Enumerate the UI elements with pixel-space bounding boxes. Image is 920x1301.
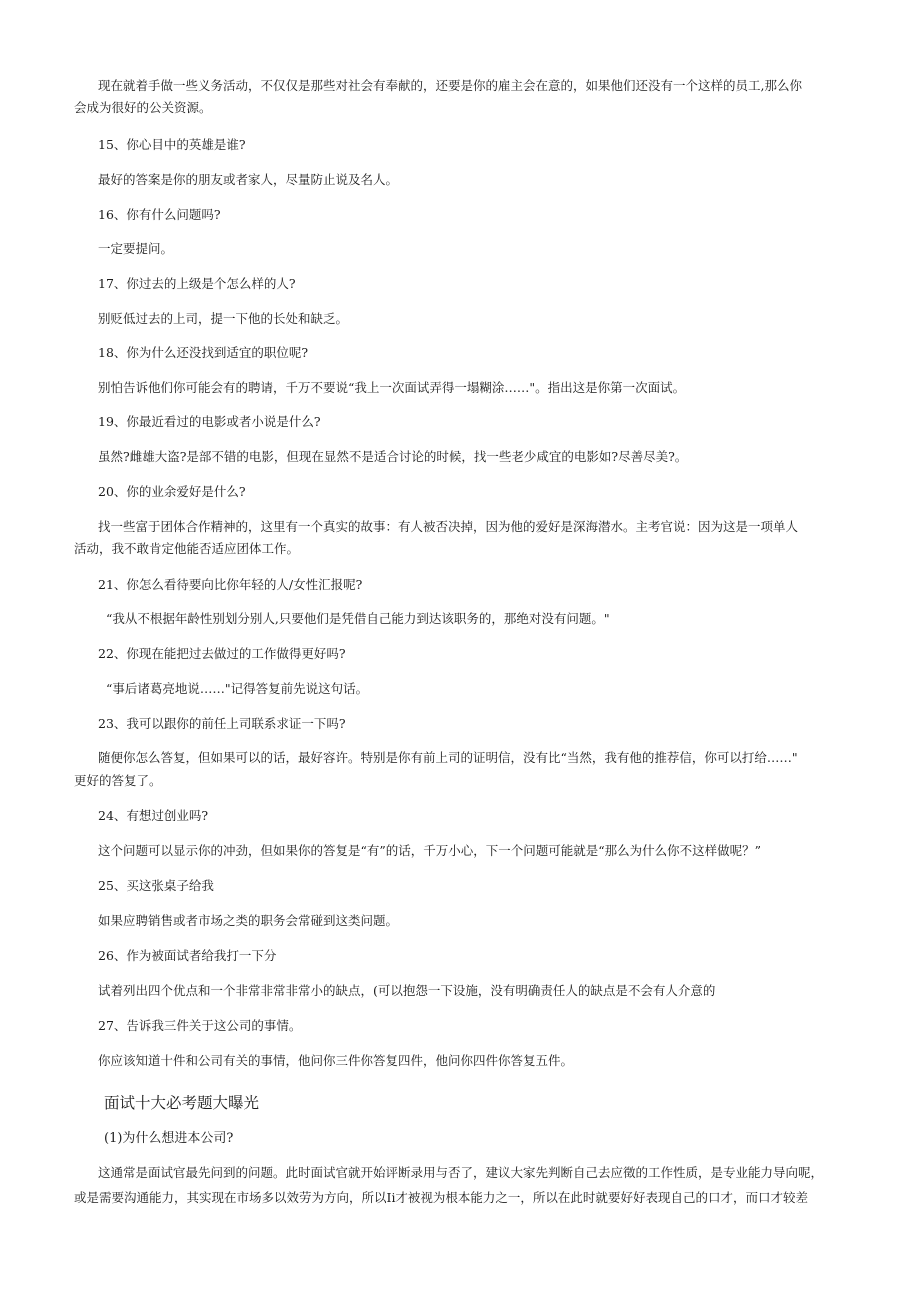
paragraph-line: 现在就着手做一些义务活动，不仅仅是那些对社会有奉献的，还要是你的雇主会在意的，如果他们还没有一个这样的员工,那么你 <box>98 78 802 93</box>
question-heading: 25、买这张桌子给我 <box>98 878 214 893</box>
question-heading: 26、作为被面试者给我打一下分 <box>98 948 277 963</box>
question-heading: 27、告诉我三件关于这公司的事情。 <box>98 1018 302 1033</box>
question-heading: 16、你有什么问题吗? <box>98 207 221 222</box>
paragraph-line: 随便你怎么答复，但如果可以的话，最好容许。特别是你有前上司的证明信，没有比“当然，我有他的推荐信，你可以打给……" <box>98 750 798 765</box>
answer-text: 一定要提问。 <box>98 241 174 256</box>
subsection-heading: (1)为什么想进本公司? <box>104 1131 234 1146</box>
question-heading: 24、有想过创业吗? <box>98 808 209 823</box>
question-heading: 15、你心目中的英雄是谁? <box>98 137 246 152</box>
answer-text: 最好的答案是你的朋友或者家人，尽量防止说及名人。 <box>98 172 399 187</box>
answer-text: 试着列出四个优点和一个非常非常非常小的缺点，(可以抱怨一下设施，没有明确责任人的缺点是不会有人介意的 <box>98 983 716 998</box>
paragraph-line: 找一些富于团体合作精神的，这里有一个真实的故事：有人被否决掉，因为他的爱好是深海潜水。主考官说：因为这是一项单人 <box>98 519 799 534</box>
quoted-answer: “我从不根据年龄性别划分别人,只要他们是凭借自己能力到达该职务的，那绝对没有问题。" <box>106 611 610 626</box>
question-heading: 18、你为什么还没找到适宜的职位呢? <box>98 345 309 360</box>
answer-text: 虽然?雌雄大盗?是部不错的电影，但现在显然不是适合讨论的时候，找一些老少咸宜的电影如?尽善尽美?。 <box>98 449 688 464</box>
question-heading: 23、我可以跟你的前任上司联系求证一下吗? <box>98 716 346 731</box>
answer-text: 如果应聘销售或者市场之类的职务会常碰到这类问题。 <box>98 913 399 928</box>
paragraph-line: 这通常是面试官最先问到的问题。此时面试官就开始评断录用与否了，建议大家先判断自己去应徵的工作性质，是专业能力导向呢， <box>98 1165 824 1180</box>
paragraph-line: 活动，我不敢肯定他能否适应团体工作。 <box>74 541 300 556</box>
question-heading: 21、你怎么看待要向比你年轻的人/女性汇报呢? <box>98 577 363 592</box>
question-heading: 20、你的业余爱好是什么? <box>98 484 246 499</box>
paragraph-line: 会成为很好的公关资源。 <box>74 100 212 115</box>
section-heading: 面试十大必考题大曝光 <box>104 1094 260 1112</box>
paragraph-line: 或是需要沟通能力，其实现在市场多以效劳为方向，所以Ii才被视为根本能力之一，所以在此时就要好好表现自己的口才，而口才较差 <box>74 1190 808 1205</box>
answer-text: 别贬低过去的上司，提一下他的长处和缺乏。 <box>98 311 349 326</box>
paragraph-line: 更好的答复了。 <box>74 773 162 788</box>
answer-text: 你应该知道十件和公司有关的事情，他问你三件你答复四件，他问你四件你答复五件。 <box>98 1053 574 1068</box>
answer-text: 这个问题可以显示你的冲劲，但如果你的答复是“有”的话，千万小心，下一个问题可能就是“那么为什么你不这样做呢？” <box>98 843 762 858</box>
question-heading: 22、你现在能把过去做过的工作做得更好吗? <box>98 646 346 661</box>
question-heading: 19、你最近看过的电影或者小说是什么? <box>98 414 321 429</box>
question-heading: 17、你过去的上级是个怎么样的人? <box>98 276 296 291</box>
answer-text: 别怕告诉他们你可能会有的聘请，千万不要说“我上一次面试弄得一塌糊涂……"。指出这是你第一次面试。 <box>98 380 686 395</box>
quoted-answer: “事后诸葛亮地说……"记得答复前先说这句话。 <box>106 681 369 696</box>
